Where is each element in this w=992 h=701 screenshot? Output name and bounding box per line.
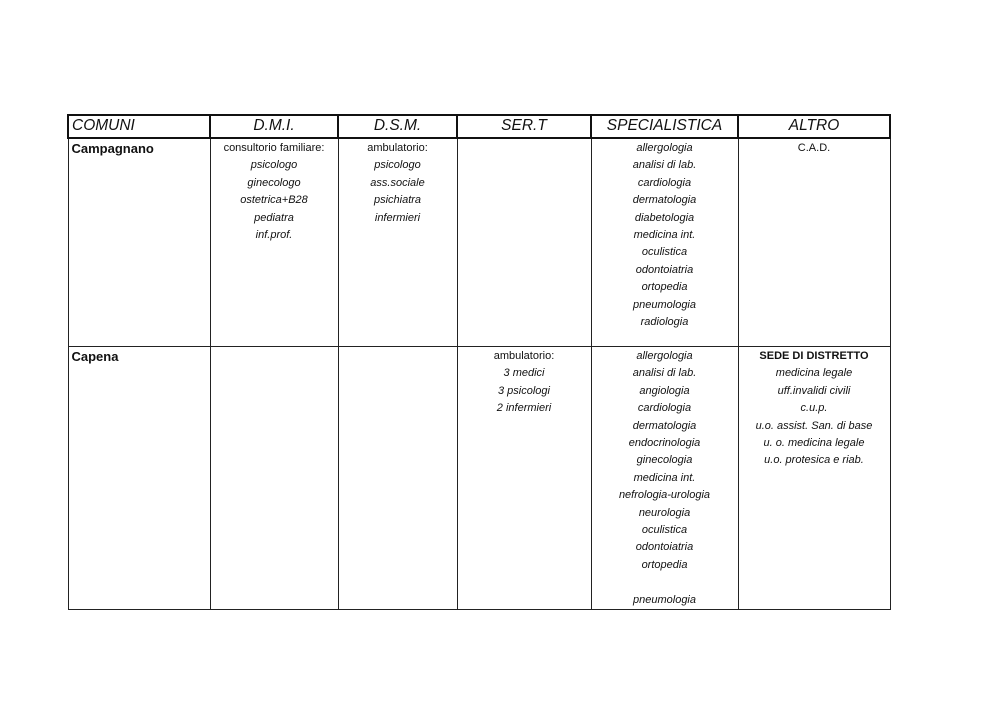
cell-line: 3 psicologi: [498, 384, 550, 397]
services-table: [67, 114, 891, 610]
cell-line: nefrologia-urologia: [618, 489, 711, 502]
cell-line: radiologia: [640, 316, 689, 329]
cell-line: allergologia: [636, 350, 693, 362]
cell-line: medicina int.: [633, 471, 696, 484]
header-altro: ALTRO: [738, 115, 890, 138]
cell-line: pediatra: [254, 211, 294, 224]
cell-line: analisi di lab.: [632, 367, 697, 380]
cell-line: cardiologia: [637, 176, 692, 189]
cell-line: ginecologia: [636, 454, 693, 467]
cell-line: inf.prof.: [255, 229, 293, 242]
cell-line: ginecologo: [247, 176, 301, 189]
cell-line: u.o. assist. San. di base: [755, 419, 873, 432]
cell-line: ass.sociale: [370, 176, 425, 189]
cell-line: 3 medici: [503, 367, 545, 380]
cell-line: u. o. medicina legale: [763, 437, 865, 450]
cell-line: endocrinologia: [628, 437, 701, 450]
header-row: [68, 115, 890, 138]
cell-line: c.u.p.: [800, 402, 828, 415]
cell-line: odontoiatria: [635, 263, 694, 276]
specialistica-cell: [591, 138, 738, 347]
cell-line: odontoiatria: [635, 541, 694, 554]
cell-line: ambulatorio:: [493, 350, 555, 362]
cell-line: ortopedia: [641, 281, 688, 294]
comune-name: Campagnano: [68, 138, 210, 347]
cell-line: diabetologia: [634, 211, 695, 224]
comune-name: Capena: [68, 347, 210, 610]
cell-line: dermatologia: [632, 194, 697, 207]
cell-line: oculistica: [641, 246, 688, 259]
cell-line: 2 infermieri: [496, 402, 552, 415]
cell-line: dermatologia: [632, 419, 697, 432]
sert-cell: [457, 138, 591, 347]
cell-line: pneumologia: [633, 593, 696, 606]
table-row-campagnano: [68, 138, 890, 347]
cell-line: SEDE DI DISTRETTO: [759, 350, 869, 362]
cell-line: ambulatorio:: [367, 142, 428, 154]
cell-line: angiologia: [639, 384, 690, 397]
cell-line: neurologia: [638, 506, 691, 519]
header-dmi: D.M.I.: [210, 115, 338, 138]
cell-line: ostetrica+B28: [240, 194, 308, 207]
dmi-cell: [210, 347, 338, 610]
table-row-capena: [68, 347, 890, 610]
cell-line: oculistica: [641, 524, 688, 537]
cell-line: consultorio familiare:: [223, 142, 325, 154]
header-dsm: D.S.M.: [338, 115, 457, 138]
cell-line: psicologo: [250, 159, 298, 172]
cell-line: uff.invalidi civili: [777, 384, 851, 397]
cell-line: medicina int.: [633, 229, 696, 242]
cell-line: infermieri: [374, 211, 421, 224]
cell-line: C.A.D.: [797, 142, 831, 154]
cell-line: analisi di lab.: [632, 159, 697, 172]
cell-line: ortopedia: [641, 558, 688, 571]
altro-cell: [738, 347, 890, 610]
altro-cell: [738, 138, 890, 347]
dsm-cell: [338, 347, 457, 610]
specialistica-cell: [591, 347, 738, 610]
cell-line: allergologia: [636, 142, 693, 154]
cell-line: psicologo: [374, 159, 421, 172]
dsm-cell: [338, 138, 457, 347]
cell-line: medicina legale: [775, 367, 853, 380]
header-specialistica: SPECIALISTICA: [591, 115, 738, 138]
cell-line: u.o. protesica e riab.: [764, 454, 864, 467]
services-sheet: [67, 114, 889, 610]
sert-cell: [457, 347, 591, 610]
dmi-cell: [210, 138, 338, 347]
header-sert: SER.T: [457, 115, 591, 138]
cell-line: psichiatra: [373, 194, 422, 207]
cell-line: pneumologia: [633, 298, 696, 311]
blank-line: [592, 574, 738, 591]
header-comuni: COMUNI: [68, 115, 210, 138]
cell-line: cardiologia: [637, 402, 692, 415]
